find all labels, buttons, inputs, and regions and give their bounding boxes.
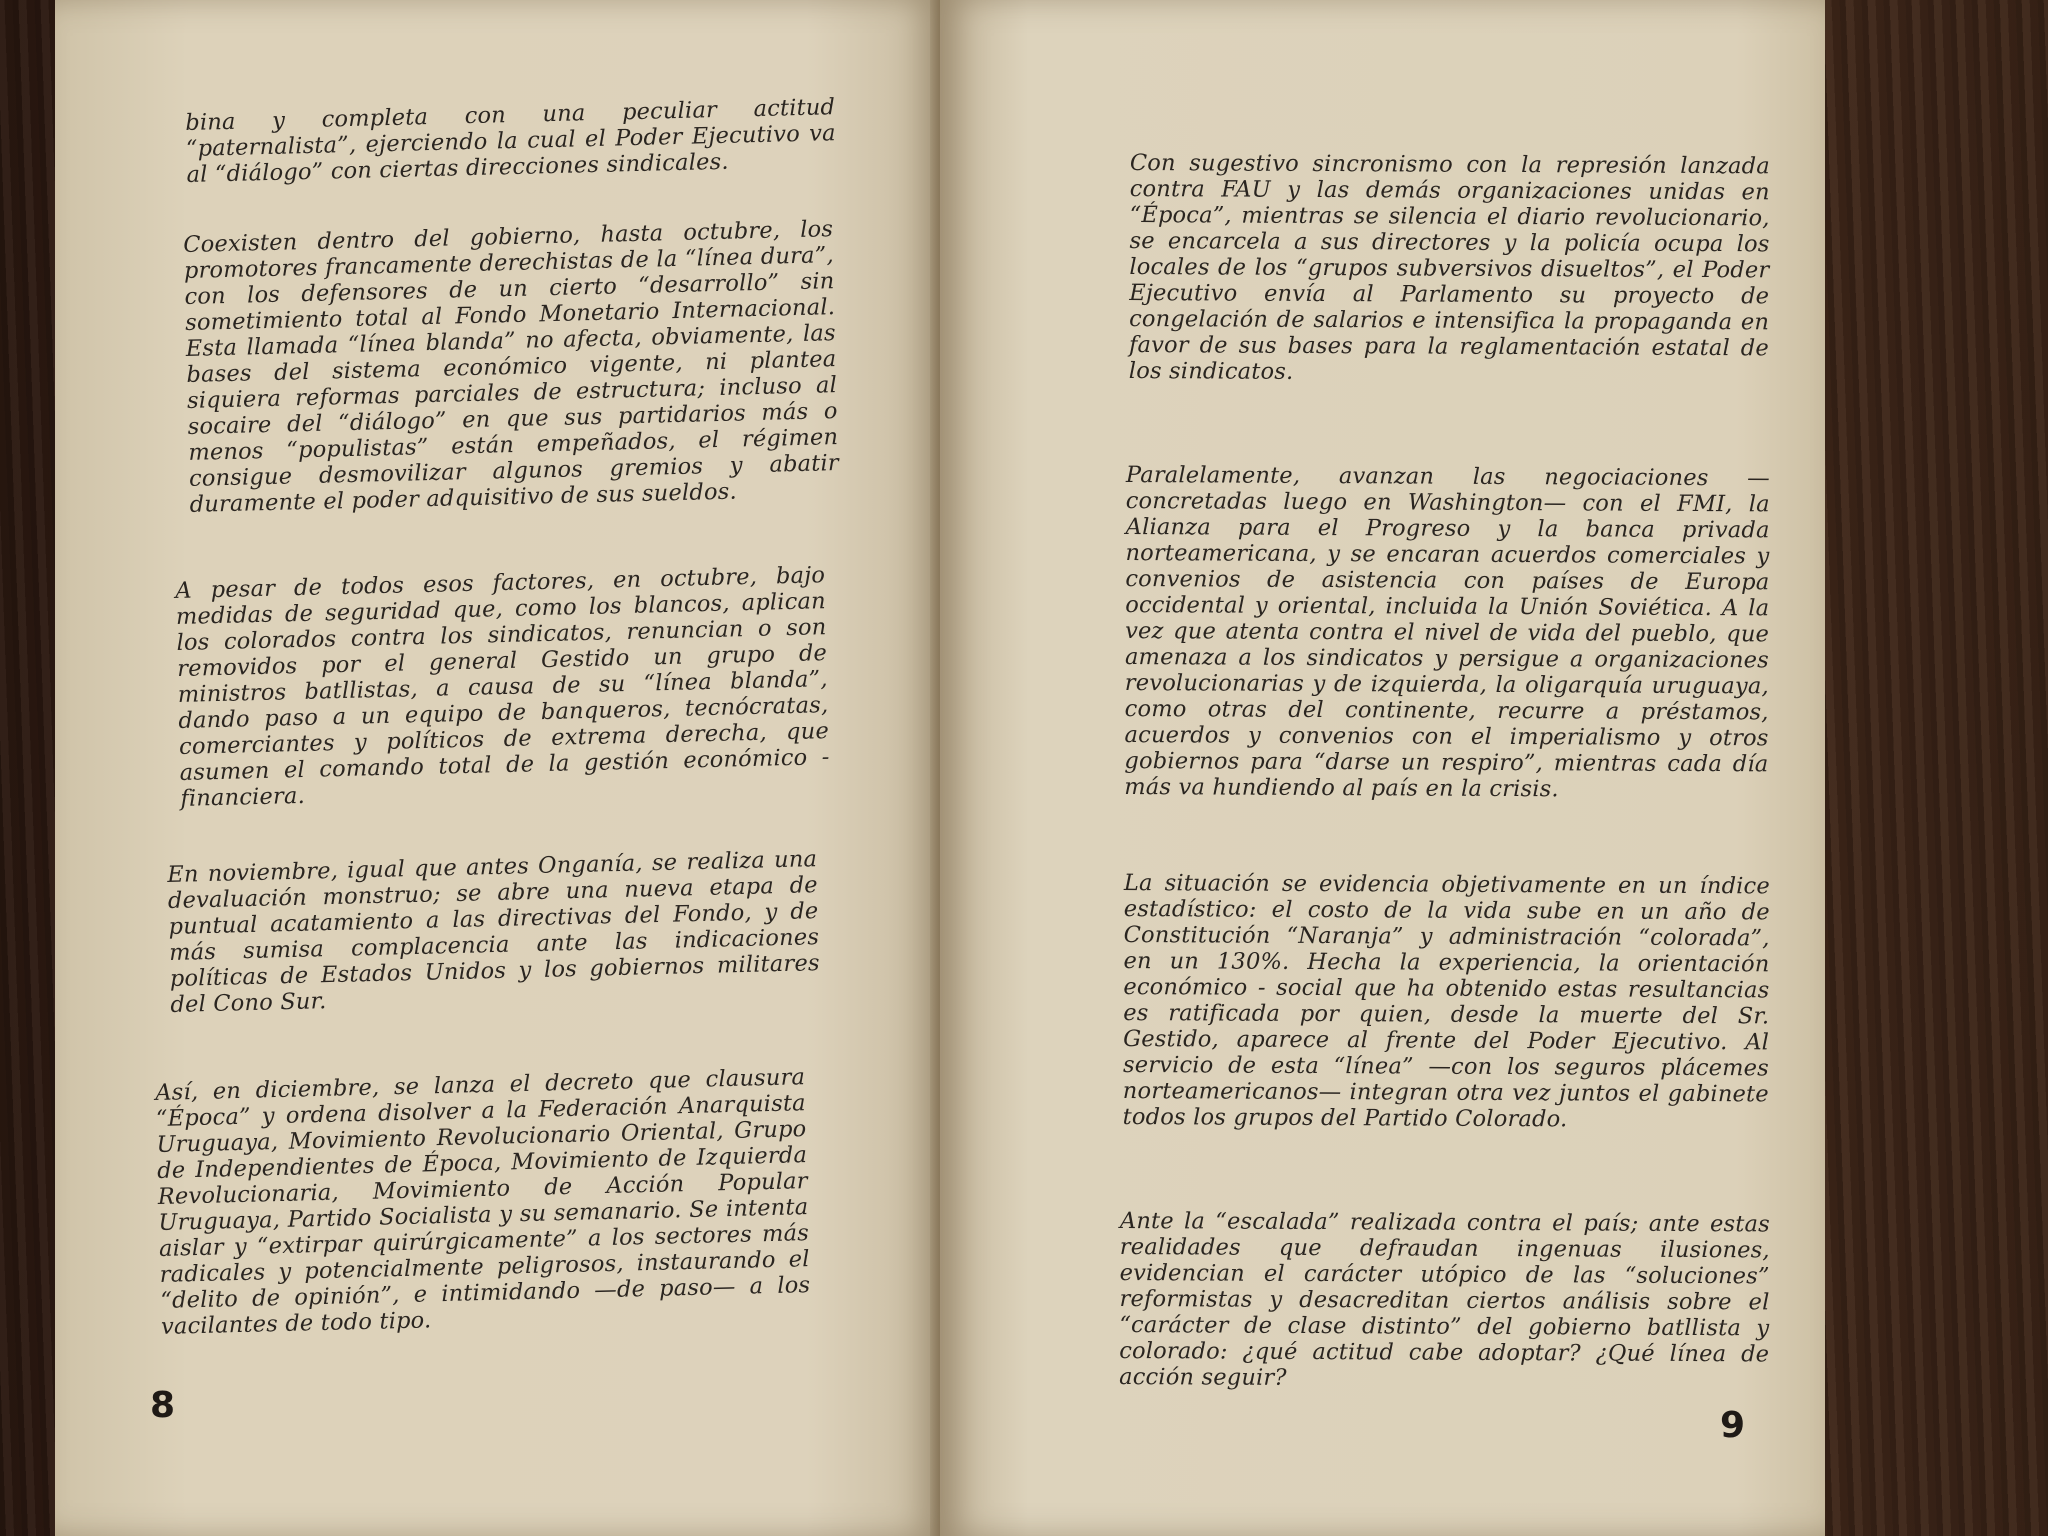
page-number-left: 8 <box>150 1385 176 1426</box>
left-paragraph-2: Coexisten dentro del gobierno, hasta octubre, los promotores francamente derechistas de la “línea dura”, con los defensores de un cierto “desarrollo” sin sometimiento total al Fondo Monetario Internacional. Esta llamada “línea blanda” no afecta, obviamente, las bases del sistema económico vigente, ni plantea siquiera reformas parciales de estructura; incluso al socaire del “diálogo” en que sus partidarios más o menos “populistas” están empeñados, el régimen consigue desmovilizar algunos gremios y abatir duramente el poder adquisitivo de sus sueldos. <box>183 216 840 518</box>
page-number-right: 9 <box>1720 1405 1746 1446</box>
left-page <box>55 0 940 1536</box>
left-paragraph-4: En noviembre, igual que antes Onganía, se realiza una devaluación monstruo; se abre una nueva etapa de puntual acatamiento a las directivas del Fondo, y de más sumisa complacencia ante las indicaciones políticas de Estados Unidos y los gobiernos militares del Cono Sur. <box>167 846 820 1018</box>
right-page <box>940 0 1825 1536</box>
left-paragraph-1: bina y completa con una peculiar actitud “paternalista”, ejerciendo la cual el Poder Ejecutivo va al “diálogo” con ciertas direcciones sindicales. <box>185 94 837 188</box>
right-paragraph-2: Paralelamente, avanzan las negociaciones —concretadas luego en Washington— con el FMI, la Alianza para el Progreso y la banca privada norteamericana, y se encaran acuerdos comerciales y convenios de asistencia con países de Europa occidental y oriental, incluida la Unión Soviética. A la vez que atenta contra el nivel de vida del pueblo, que amenaza a los sindicatos y persigue a organizaciones revolucionarias y de izquierda, la oligarquía uruguaya, como otras del continente, recurre a préstamos, acuerdos y convenios con el imperialismo y otros gobiernos para “darse un respiro”, mientras cada día más va hundiendo al país en la crisis. <box>1124 462 1770 803</box>
right-paragraph-1: Con sugestivo sincronismo con la represión lanzada contra FAU y las demás organizaciones unidas en “Época”, mientras se silencia el diario revolucionario, se encarcela a sus directores y la policía ocupa los locales de los “grupos subversivos disueltos”, el Poder Ejecutivo envía al Parlamento su proyecto de congelación de salarios e intensifica la propaganda en favor de sus bases para la reglamentación estatal de los sindicatos. <box>1128 150 1770 385</box>
right-paragraph-4: Ante la “escalada” realizada contra el país; ante estas realidades que defraudan ingenuas ilusiones, evidencian el carácter utópico de las “soluciones” reformistas y desacreditan ciertos análisis sobre el “carácter de clase distinto” del gobierno batllista y colorado: ¿qué actitud cabe adoptar? ¿Qué línea de acción seguir? <box>1119 1208 1770 1391</box>
left-paragraph-5: Así, en diciembre, se lanza el decreto que clausura “Época” y ordena disolver a la Federación Anarquista Uruguaya, Movimiento Revolucionario Oriental, Grupo de Independientes de Época, Movimiento de Izquierda Revolucionaria, Movimiento de Acción Popular Uruguaya, Partido Socialista y su semanario. Se intenta aislar y “extirpar quirúrgicamente” a los sectores más radicales y potencialmente peligrosos, instaurando el “delito de opinión”, e intimidando —de paso— a los vacilantes de todo tipo. <box>155 1064 811 1340</box>
right-paragraph-3: La situación se evidencia objetivamente en un índice estadístico: el costo de la vida sube en un año de Constitución “Naranja” y administración “colorada”, en un 130%. Hecha la experiencia, la orientación económico - social que ha obtenido estas resultancias es ratificada por quien, desde la muerte del Sr. Gestido, aparece al frente del Poder Ejecutivo. Al servicio de esta “línea” —con los seguros plácemes norteamericanos— integran otra vez juntos el gabinete todos los grupos del Partido Colorado. <box>1122 870 1770 1133</box>
left-paragraph-3: A pesar de todos esos factores, en octubre, bajo medidas de seguridad que, como los blancos, aplican los colorados contra los sindicatos, renuncian o son removidos por el general Gestido un grupo de ministros batllistas, a causa de su “línea blanda”, dando paso a un equipo de banqueros, tecnócratas, comerciantes y políticos de extrema derecha, que asumen el comando total de la gestión económico - financiera. <box>175 562 830 812</box>
